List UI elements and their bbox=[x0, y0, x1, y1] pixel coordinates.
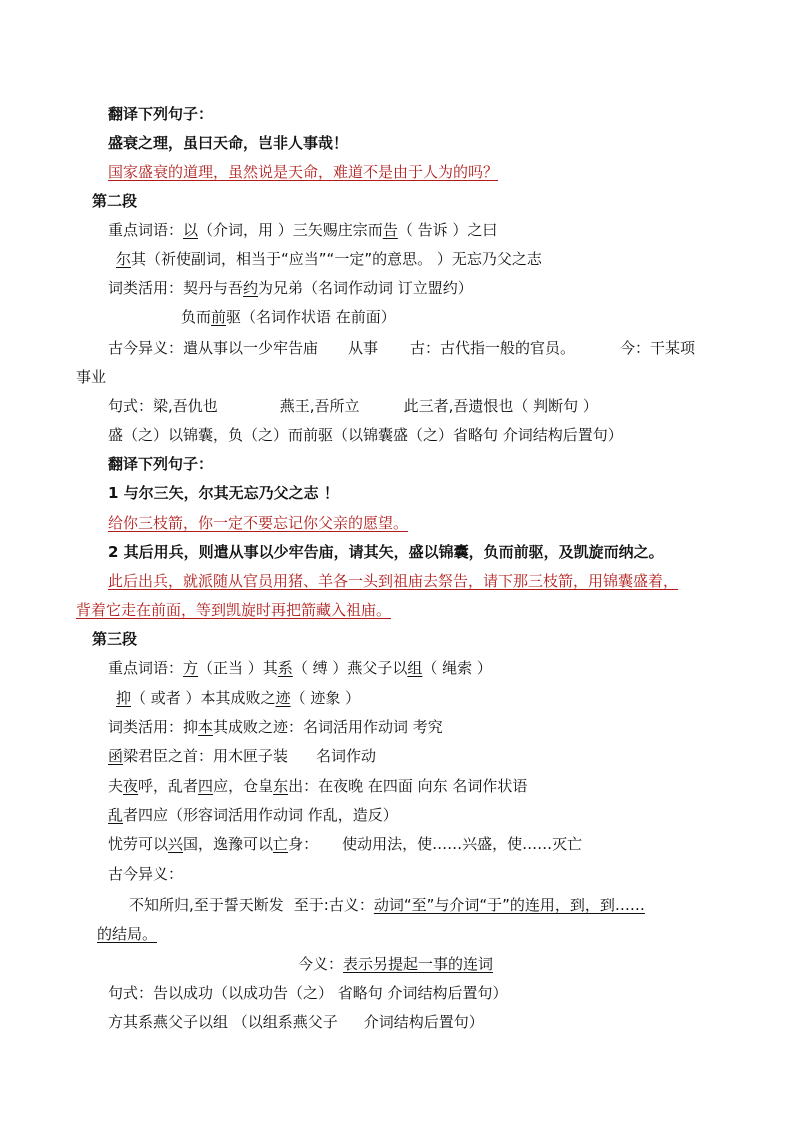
text-run: 梁君臣之首：用木匣子装 bbox=[123, 747, 289, 765]
key-word: 迹 bbox=[275, 689, 291, 707]
text-run: 为兄弟（名词作动词 订立盟约） bbox=[258, 279, 473, 297]
keywords-line bbox=[108, 658, 492, 678]
text-run: 夫 bbox=[108, 777, 124, 795]
translation-answer-wrap: 背着它走在前面，等到凯旋时再把箭藏入祖庙。 bbox=[76, 601, 392, 619]
section-title: 第二段 bbox=[92, 192, 138, 210]
text-run: 今：干某项 bbox=[620, 339, 696, 357]
ancient-modern-line bbox=[129, 895, 645, 915]
key-word: 组 bbox=[407, 659, 423, 677]
sentence-pattern-line: 句式：告以成功（以成功告（之） 省略句 介词结构后置句） bbox=[108, 984, 508, 1002]
sentence-pattern-line bbox=[108, 1012, 484, 1032]
ancient-modern-wrap: 事业 bbox=[76, 368, 107, 386]
text-run: 应，仓皇 bbox=[213, 777, 274, 795]
question-sentence: 2 其后用兵，则遣从事以少牢告庙，请其矢，盛以锦囊，负而前驱，及凯旋而纳之。 bbox=[108, 543, 664, 561]
word-class-line bbox=[108, 278, 473, 298]
text-run: 古：古代指一般的官员。 bbox=[410, 339, 576, 357]
keywords-label: 重点词语： bbox=[108, 659, 184, 677]
text-run: （ 告诉 ）之曰 bbox=[397, 221, 498, 239]
text-run: （ 缚 ）燕父子以 bbox=[292, 659, 408, 677]
word-class-line bbox=[181, 307, 396, 327]
text-run: 词类活用：抑 bbox=[108, 718, 199, 736]
keywords-label: 重点词语： bbox=[108, 221, 184, 239]
key-word: 以 bbox=[183, 221, 199, 239]
text-run: 出：在夜晚 在四面 向东 名词作状语 bbox=[288, 777, 528, 795]
word-class-line bbox=[108, 805, 398, 825]
text-run: 身： bbox=[288, 835, 319, 853]
text-run: 词类活用：契丹与吾 bbox=[108, 279, 244, 297]
text-run: （ 绳索 ） bbox=[422, 659, 492, 677]
text-run: （ 或者 ）本其成败之 bbox=[131, 689, 276, 707]
text-run: 呼，乱者 bbox=[138, 777, 199, 795]
key-word: 前 bbox=[211, 308, 227, 326]
text-run: （介词，用 ）三矢赐庄宗而 bbox=[198, 221, 383, 239]
text-run: 燕王,吾所立 bbox=[279, 397, 360, 415]
key-word: 亡 bbox=[273, 835, 289, 853]
text-run: 不知所归,至于誓天断发 bbox=[129, 896, 284, 914]
word-class-line bbox=[108, 746, 376, 766]
word-class-line bbox=[108, 776, 527, 796]
key-word: 乱 bbox=[108, 806, 124, 824]
keywords-line bbox=[116, 249, 542, 269]
text-run: 驱（名词作状语 在前面） bbox=[226, 308, 396, 326]
text-run: 至于:古义： bbox=[293, 896, 374, 914]
section-title: 第三段 bbox=[92, 630, 138, 648]
key-word: 尔 bbox=[116, 250, 132, 268]
key-word: 告 bbox=[382, 221, 398, 239]
text-run: 名词作动 bbox=[316, 747, 377, 765]
word-class-line bbox=[108, 834, 582, 854]
modern-meaning-line bbox=[298, 954, 493, 974]
key-word: 约 bbox=[243, 279, 259, 297]
text-run: 国，逸豫可以 bbox=[183, 835, 274, 853]
ancient-meaning-wrap: 的结局。 bbox=[97, 925, 158, 943]
text-run: 者四应（形容词活用作动词 作乱，造反） bbox=[123, 806, 398, 824]
translation-answer: 给你三枝箭，你一定不要忘记你父亲的愿望。 bbox=[108, 514, 409, 532]
text-run: （正当 ）其 bbox=[198, 659, 278, 677]
sentence-pattern-line bbox=[108, 396, 598, 416]
key-word: 系 bbox=[277, 659, 293, 677]
translate-heading: 翻译下列句子： bbox=[108, 455, 214, 473]
quote-sentence: 盛衰之理，虽曰天命，岂非人事哉！ bbox=[108, 134, 349, 152]
word-class-line bbox=[108, 717, 443, 737]
ancient-modern-label: 古今异义： bbox=[108, 865, 184, 883]
translation-answer: 此后出兵，就派随从官员用猪、羊各一头到祖庙去祭告，请下那三枝箭，用锦囊盛着， bbox=[108, 572, 679, 590]
key-word: 东 bbox=[273, 777, 289, 795]
text-run: 介词结构后置句） bbox=[363, 1013, 484, 1031]
key-word: 抑 bbox=[116, 689, 132, 707]
question-sentence: 1 与尔三矢，尔其无忘乃父之志 ！ bbox=[108, 484, 339, 502]
text-run: 其（祈使副词，相当于“应当”“一定”的意思。 ）无忘乃父之志 bbox=[131, 250, 542, 268]
text-run: 方其系燕父子以组 （以组系燕父子 bbox=[108, 1013, 338, 1031]
key-word: 夜 bbox=[123, 777, 139, 795]
text-run: 句式：梁,吾仇也 bbox=[108, 397, 218, 415]
key-word: 兴 bbox=[168, 835, 184, 853]
text-run: 忧劳可以 bbox=[108, 835, 169, 853]
key-word: 四 bbox=[198, 777, 214, 795]
keywords-line bbox=[116, 688, 360, 708]
modern-meaning: 表示另提起一事的连词 bbox=[343, 955, 494, 973]
text-run: 使动用法，使……兴盛，使……灭亡 bbox=[342, 835, 583, 853]
ancient-modern-line bbox=[108, 338, 695, 358]
ancient-meaning: 动词“至”与介词“于”的连用，到，到…… bbox=[373, 896, 645, 914]
text-run: 今义： bbox=[298, 955, 344, 973]
key-word: 方 bbox=[183, 659, 199, 677]
text-run: 从事 bbox=[348, 339, 379, 357]
keywords-line bbox=[108, 220, 497, 240]
translate-heading: 翻译下列句子： bbox=[108, 105, 214, 123]
text-run: 其成败之迹：名词活用作动词 考究 bbox=[213, 718, 443, 736]
key-word: 本 bbox=[198, 718, 214, 736]
translation-answer: 国家盛衰的道理，虽然说是天命，难道不是由于人为的吗？ bbox=[108, 163, 499, 181]
key-word: 函 bbox=[108, 747, 124, 765]
text-run: 此三者,吾遗恨也（ 判断句 ） bbox=[403, 397, 598, 415]
text-run: （ 迹象 ） bbox=[290, 689, 361, 707]
text-run: 古今异义：遣从事以一少牢告庙 bbox=[108, 339, 319, 357]
sentence-pattern-line: 盛（之）以锦囊，负（之）而前驱（以锦囊盛（之）省略句 介词结构后置句） bbox=[108, 426, 623, 444]
text-run: 负而 bbox=[181, 308, 212, 326]
